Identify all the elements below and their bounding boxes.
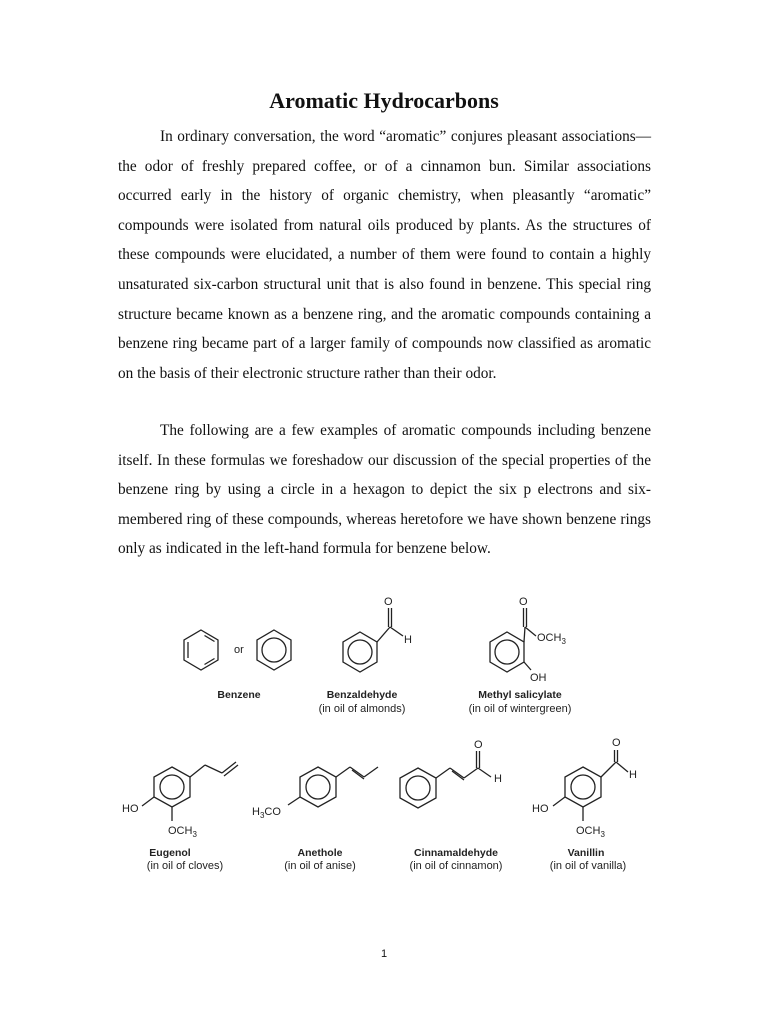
methoxy-label: $H_3CO$ (252, 806, 281, 820)
atom-H: H (629, 769, 637, 781)
compound-name-benzaldehyde: Benzaldehyde (326, 689, 398, 701)
page-number: 1 (380, 948, 388, 960)
atom-O: O (474, 739, 483, 751)
methoxy-label: $OCH_3$ (168, 825, 197, 839)
compound-name-methyl-salicylate: Methyl salicylate (478, 689, 562, 701)
compound-source-benzaldehyde: (in oil of almonds) (318, 703, 406, 715)
compound-name-anethole: Anethole (297, 847, 343, 859)
vanillin-structure (553, 750, 628, 821)
structures-svg (110, 592, 670, 892)
paragraph-1: In ordinary conversation, the word “aromatic” conjures pleasant associations—the odor of freshly prepared coffee, or of a cinnamon bun. Similar associations occurred early in the history of organic chemistry, when pleasantly “aromatic” compounds were isolated from natural oils produced by plants. As the structures of these compounds were elucidated, a number of them were found to contain a highly unsaturated six-carbon structural unit that is also found in benzene. This special ring structure became known as a benzene ring, and the aromatic compounds containing a benzene ring became part of a larger family of compounds now classified as aromatic on the basis of their electronic structure rather than their odor. (118, 128, 651, 382)
benzaldehyde-structure (343, 608, 403, 672)
compound-name-benzene: Benzene (217, 689, 261, 701)
compound-source-eugenol: (in oil of cloves) (146, 860, 224, 872)
compound-source-cinnamaldehyde: (in oil of cinnamon) (409, 860, 503, 872)
hydroxyl-label: HO (122, 803, 139, 815)
atom-O: O (612, 737, 621, 749)
compound-source-vanillin: (in oil of vanilla) (549, 860, 627, 872)
compound-name-eugenol: Eugenol (149, 847, 191, 859)
anethole-structure (288, 767, 378, 807)
paragraph-2: The following are a few examples of aromatic compounds including benzene itself. In these formulas we foreshadow our discussion of the special properties of the benzene ring by using a circle in a hexagon to depict the six p electrons and six-membered ring of these compounds, whereas heretofore we have shown benzene rings only as indicated in the left-hand formula for benzene below. (118, 422, 651, 558)
compound-source-methyl-salicylate: (in oil of wintergreen) (468, 703, 572, 715)
cinnamaldehyde-structure (400, 751, 491, 808)
hydroxyl-label: OH (530, 672, 547, 684)
aromatic-compounds-figure (110, 592, 670, 892)
benzene-kekule-structure (184, 630, 218, 670)
or-label: or (234, 644, 244, 656)
hydroxyl-label: HO (532, 803, 549, 815)
eugenol-structure (142, 762, 238, 821)
compound-name-vanillin: Vanillin (567, 847, 605, 859)
compound-source-anethole: (in oil of anise) (284, 860, 356, 872)
benzene-aromatic-structure (257, 630, 291, 670)
methoxy-label: $OCH_3$ (576, 825, 605, 839)
atom-H: H (494, 773, 502, 785)
ester-methoxy-label: $OCH_3$ (537, 632, 566, 646)
page-title: Aromatic Hydrocarbons (269, 88, 499, 113)
compound-name-cinnamaldehyde: Cinnamaldehyde (413, 847, 499, 859)
atom-O: O (519, 596, 528, 608)
atom-H: H (404, 634, 412, 646)
atom-O: O (384, 596, 393, 608)
methyl-salicylate-structure (490, 608, 536, 672)
